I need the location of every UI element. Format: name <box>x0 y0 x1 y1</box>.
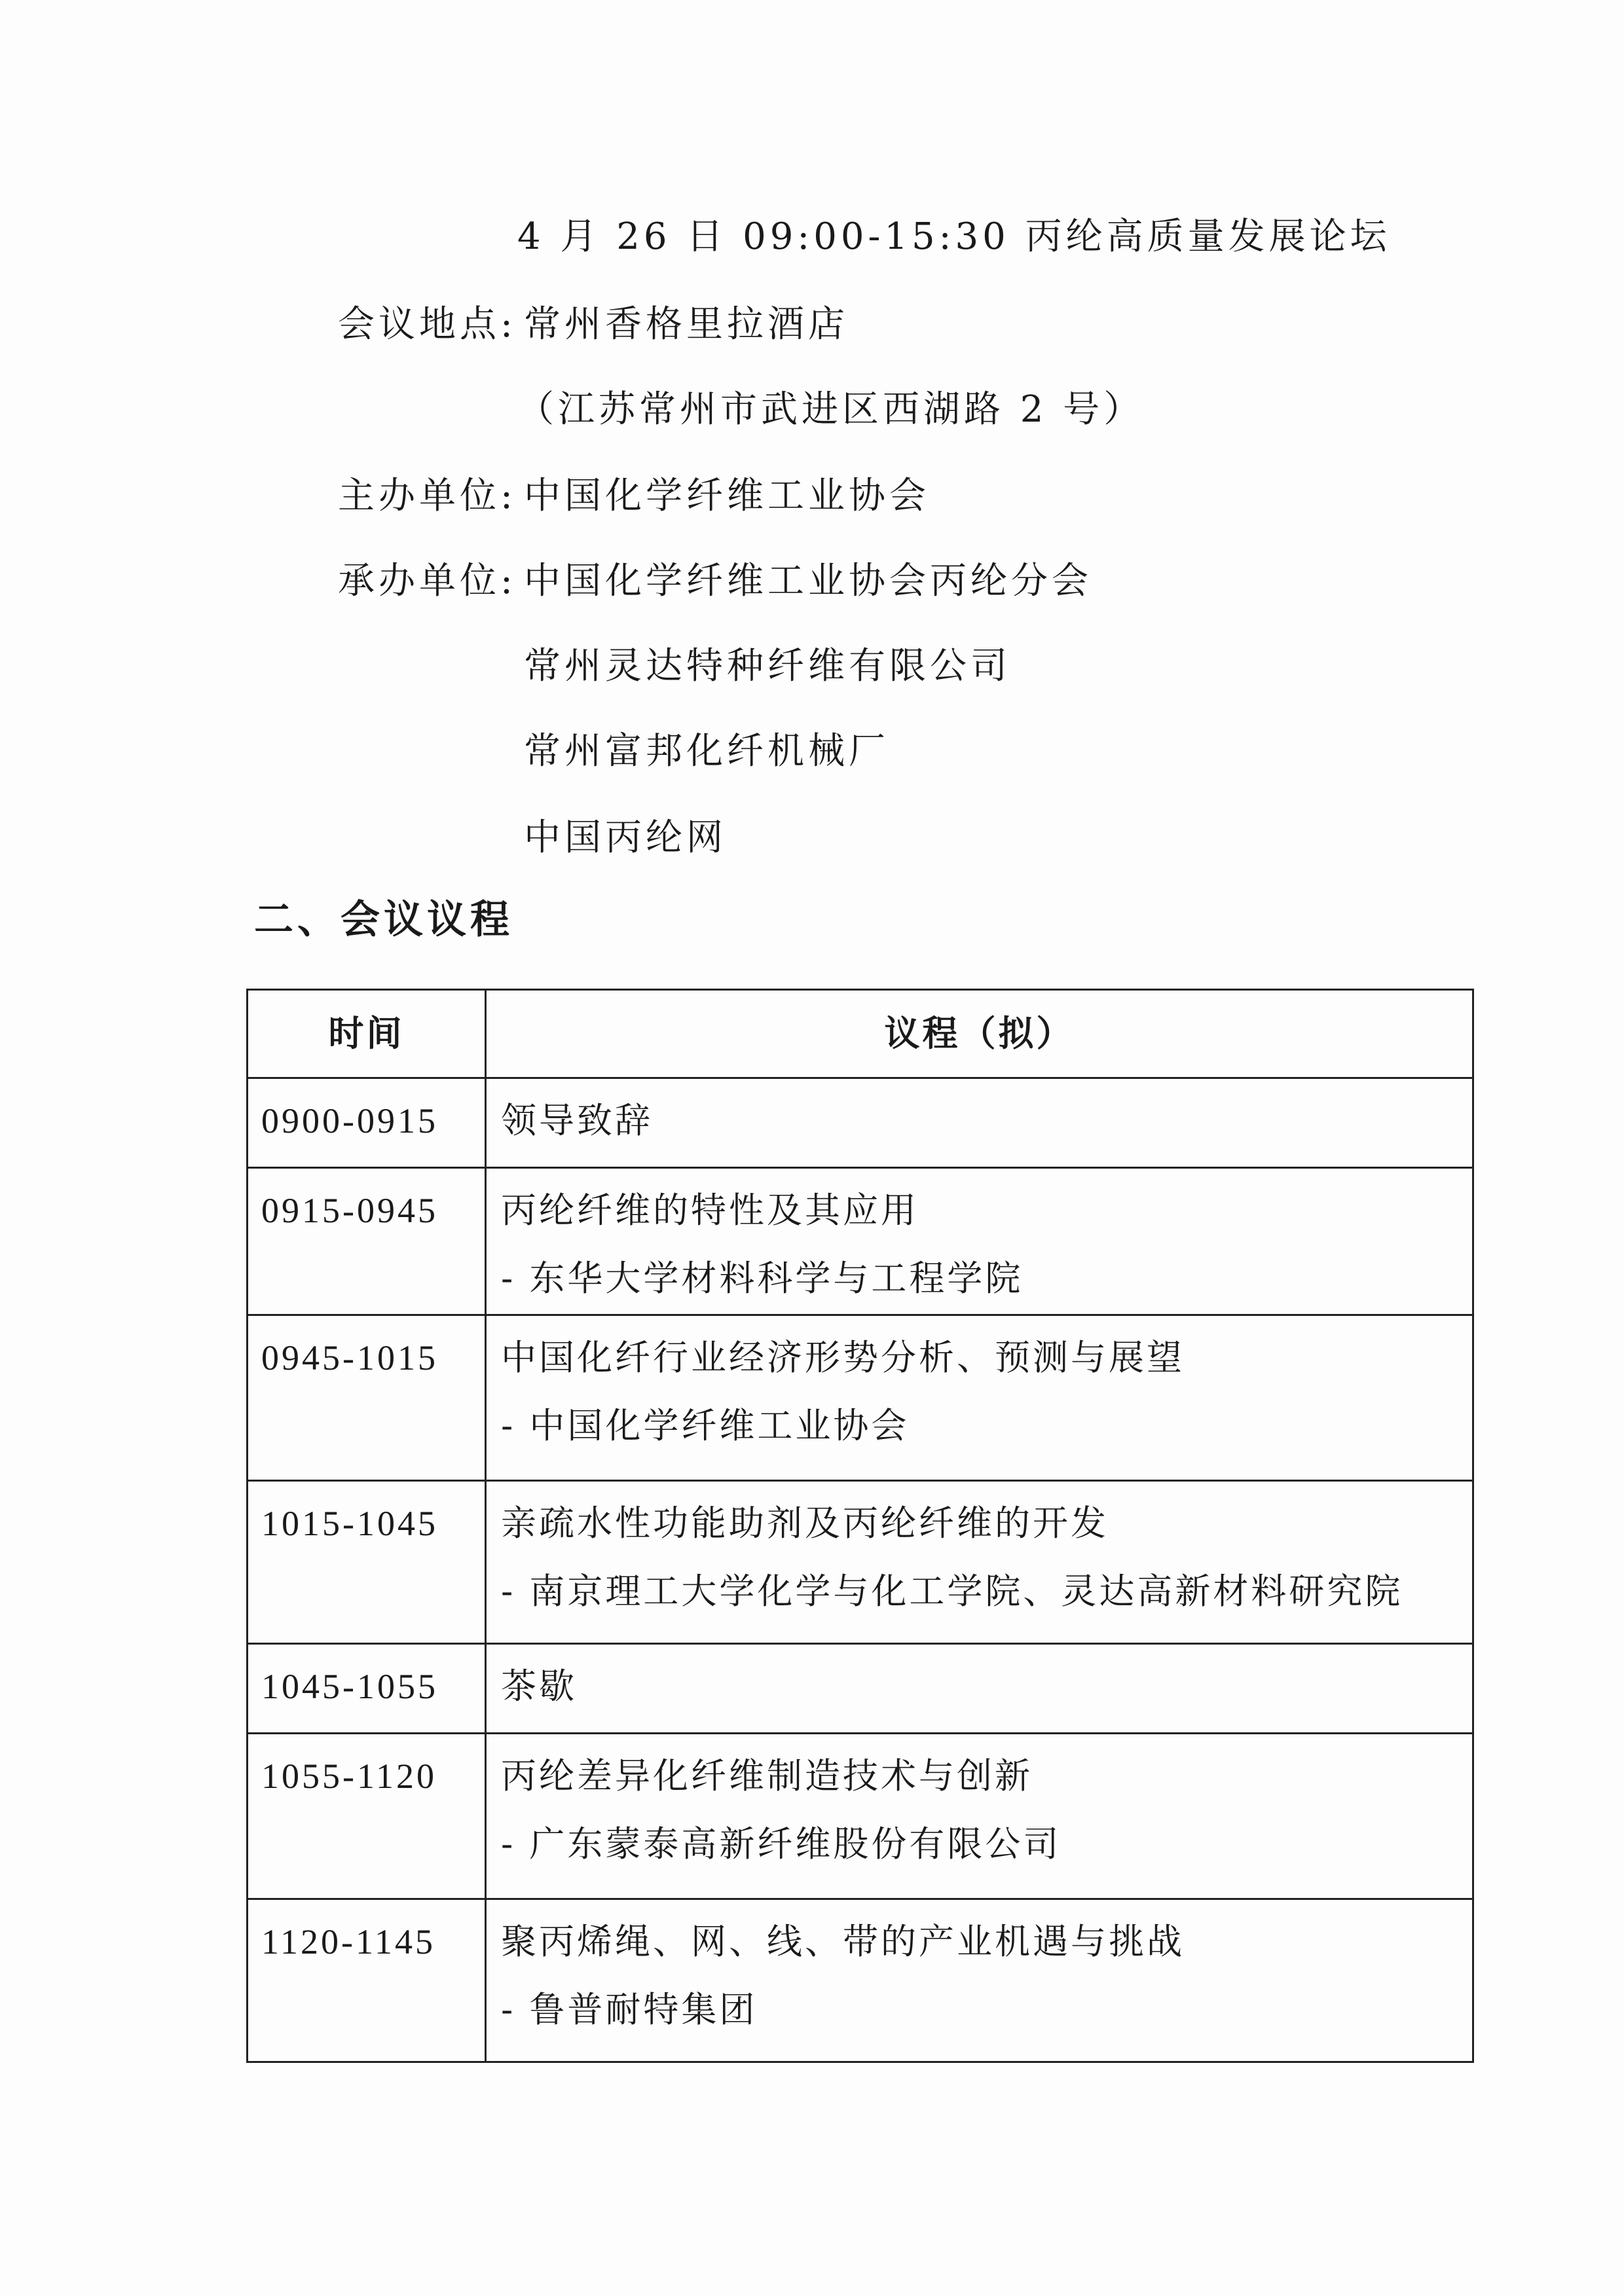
row-speaker: - 广东蒙泰高新纤维股份有限公司 <box>501 1823 1061 1865</box>
table-row <box>248 1899 1473 2062</box>
row-time: 1120-1145 <box>248 1899 486 2062</box>
row-title: 领导致辞 <box>501 1100 653 1141</box>
host-name: 中国化学纤维工业协会 <box>524 475 930 517</box>
row-title: 聚丙烯绳、网、线、带的产业机遇与挑战 <box>501 1921 1185 1962</box>
row-item <box>486 1481 1473 1644</box>
row-speaker: - 南京理工大学化学与化工学院、灵达高新材料研究院 <box>501 1571 1403 1612</box>
row-speaker: - 中国化学纤维工业协会 <box>501 1405 910 1446</box>
row-time: 0915-0945 <box>248 1168 486 1315</box>
header-item: 议程（拟） <box>486 990 1473 1078</box>
organizer-item: 常州灵达特种纤维有限公司 <box>524 645 1011 687</box>
agenda-header-row <box>248 990 1473 1078</box>
row-title: 中国化纤行业经济形势分析、预测与展望 <box>501 1337 1185 1378</box>
row-item <box>486 1315 1473 1481</box>
organizer-label: 承办单位: <box>338 560 517 602</box>
row-time: 1055-1120 <box>248 1734 486 1899</box>
row-title: 茶歇 <box>501 1666 577 1707</box>
header-time: 时间 <box>248 990 486 1078</box>
table-row <box>248 1078 1473 1168</box>
row-item <box>486 1168 1473 1315</box>
organizer-item: 中国丙纶网 <box>524 816 727 859</box>
row-title: 亲疏水性功能助剂及丙纶纤维的开发 <box>501 1503 1109 1544</box>
table-row <box>248 1644 1473 1734</box>
row-item <box>486 1644 1473 1734</box>
row-time: 0945-1015 <box>248 1315 486 1481</box>
table-row <box>248 1481 1473 1644</box>
venue-name: 常州香格里拉酒店 <box>524 303 849 346</box>
row-item <box>486 1899 1473 2062</box>
organizer-item: 常州富邦化纤机械厂 <box>524 730 889 773</box>
row-time: 1015-1045 <box>248 1481 486 1644</box>
row-speaker: - 鲁普耐特集团 <box>501 1989 758 2030</box>
row-item <box>486 1734 1473 1899</box>
table-row <box>248 1734 1473 1899</box>
host-label: 主办单位: <box>338 475 517 517</box>
section-title: 二、会议议程 <box>254 897 513 943</box>
agenda-table <box>246 989 1474 2063</box>
row-title: 丙纶纤维的特性及其应用 <box>501 1190 919 1231</box>
table-row <box>248 1315 1473 1481</box>
venue-address: （江苏常州市武进区西湖路 2 号） <box>517 388 1145 431</box>
row-item <box>486 1078 1473 1168</box>
row-title: 丙纶差异化纤维制造技术与创新 <box>501 1755 1033 1796</box>
row-time: 0900-0915 <box>248 1078 486 1168</box>
organizer-item: 中国化学纤维工业协会丙纶分会 <box>524 560 1092 602</box>
table-row <box>248 1168 1473 1315</box>
row-time: 1045-1055 <box>248 1644 486 1734</box>
row-speaker: - 东华大学材料科学与工程学院 <box>501 1258 1024 1299</box>
forum-schedule-line: 4 月 26 日 09:00-15:30 丙纶高质量发展论坛 <box>517 215 1391 258</box>
venue-label: 会议地点: <box>338 303 517 346</box>
